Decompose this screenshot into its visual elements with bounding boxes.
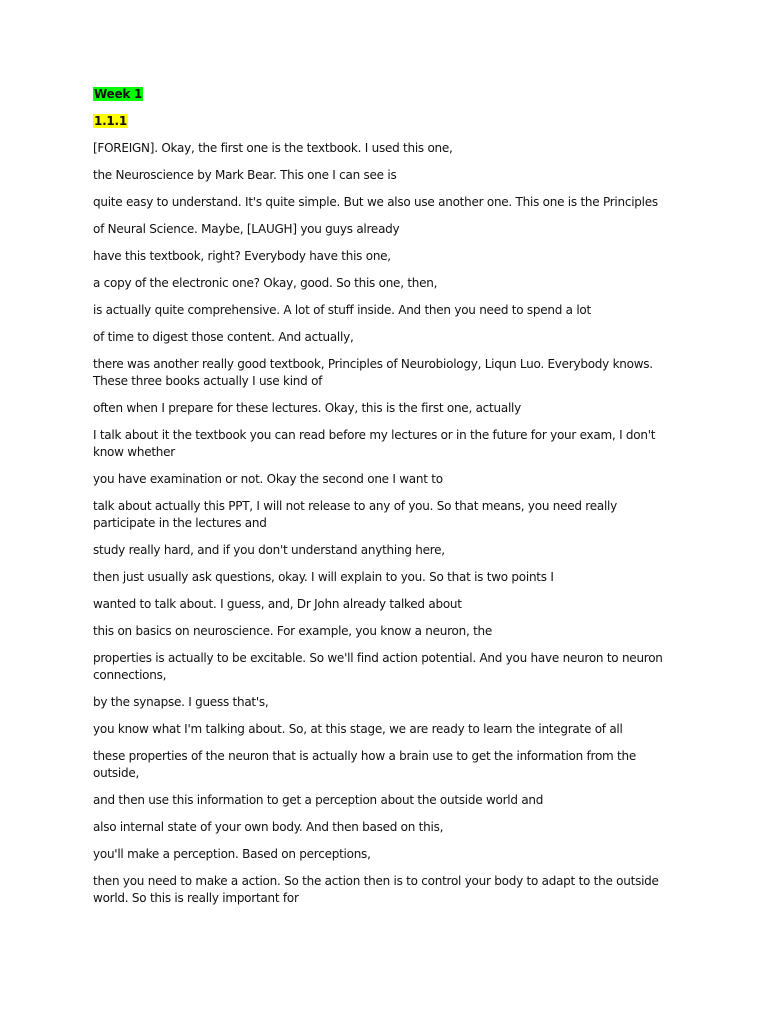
- transcript-paragraph: quite easy to understand. It's quite simple. But we also use another one. This one is the Principles: [93, 195, 658, 209]
- transcript-paragraph: you have examination or not. Okay the second one I want to: [93, 472, 443, 486]
- transcript-paragraph: then just usually ask questions, okay. I will explain to you. So that is two points I: [93, 570, 554, 584]
- transcript-paragraph: have this textbook, right? Everybody have this one,: [93, 249, 391, 263]
- transcript-paragraph: I talk about it the textbook you can read before my lectures or in the future for your exam, I don't know whether: [93, 428, 656, 459]
- transcript-paragraph: of Neural Science. Maybe, [LAUGH] you guys already: [93, 222, 400, 236]
- transcript-paragraph: a copy of the electronic one? Okay, good. So this one, then,: [93, 276, 438, 290]
- transcript-paragraph: is actually quite comprehensive. A lot of stuff inside. And then you need to spend a lot: [93, 303, 591, 317]
- transcript-paragraphs: [93, 140, 673, 907]
- transcript-paragraph: by the synapse. I guess that's,: [93, 695, 269, 709]
- section-heading: [93, 113, 673, 130]
- transcript-paragraph: properties is actually to be excitable. So we'll find action potential. And you have neuron to neuron connections,: [93, 651, 663, 682]
- document-body: [93, 86, 673, 917]
- week-heading: [93, 86, 673, 103]
- transcript-paragraph: the Neuroscience by Mark Bear. This one I can see is: [93, 168, 397, 182]
- transcript-paragraph: these properties of the neuron that is actually how a brain use to get the information from the outside,: [93, 749, 636, 780]
- transcript-paragraph: [FOREIGN]. Okay, the first one is the textbook. I used this one,: [93, 141, 453, 155]
- transcript-paragraph: this on basics on neuroscience. For example, you know a neuron, the: [93, 624, 493, 638]
- transcript-paragraph: you know what I'm talking about. So, at this stage, we are ready to learn the integrate of all: [93, 722, 623, 736]
- transcript-paragraph: then you need to make a action. So the action then is to control your body to adapt to the outside world. So this is really important for: [93, 874, 659, 905]
- section-heading-text: 1.1.1: [94, 114, 127, 128]
- transcript-paragraph: talk about actually this PPT, I will not release to any of you. So that means, you need really participate in the lectures and: [93, 499, 617, 530]
- transcript-paragraph: of time to digest those content. And actually,: [93, 330, 354, 344]
- transcript-paragraph: and then use this information to get a perception about the outside world and: [93, 793, 544, 807]
- transcript-paragraph: also internal state of your own body. And then based on this,: [93, 820, 444, 834]
- transcript-paragraph: study really hard, and if you don't understand anything here,: [93, 543, 445, 557]
- transcript-paragraph: you'll make a perception. Based on perceptions,: [93, 847, 371, 861]
- transcript-paragraph: often when I prepare for these lectures. Okay, this is the first one, actually: [93, 401, 521, 415]
- week-heading-text: Week 1: [94, 87, 143, 101]
- transcript-paragraph: there was another really good textbook, Principles of Neurobiology, Liqun Luo. Everybody knows. These three books actually I use kind of: [93, 357, 653, 388]
- transcript-paragraph: wanted to talk about. I guess, and, Dr John already talked about: [93, 597, 462, 611]
